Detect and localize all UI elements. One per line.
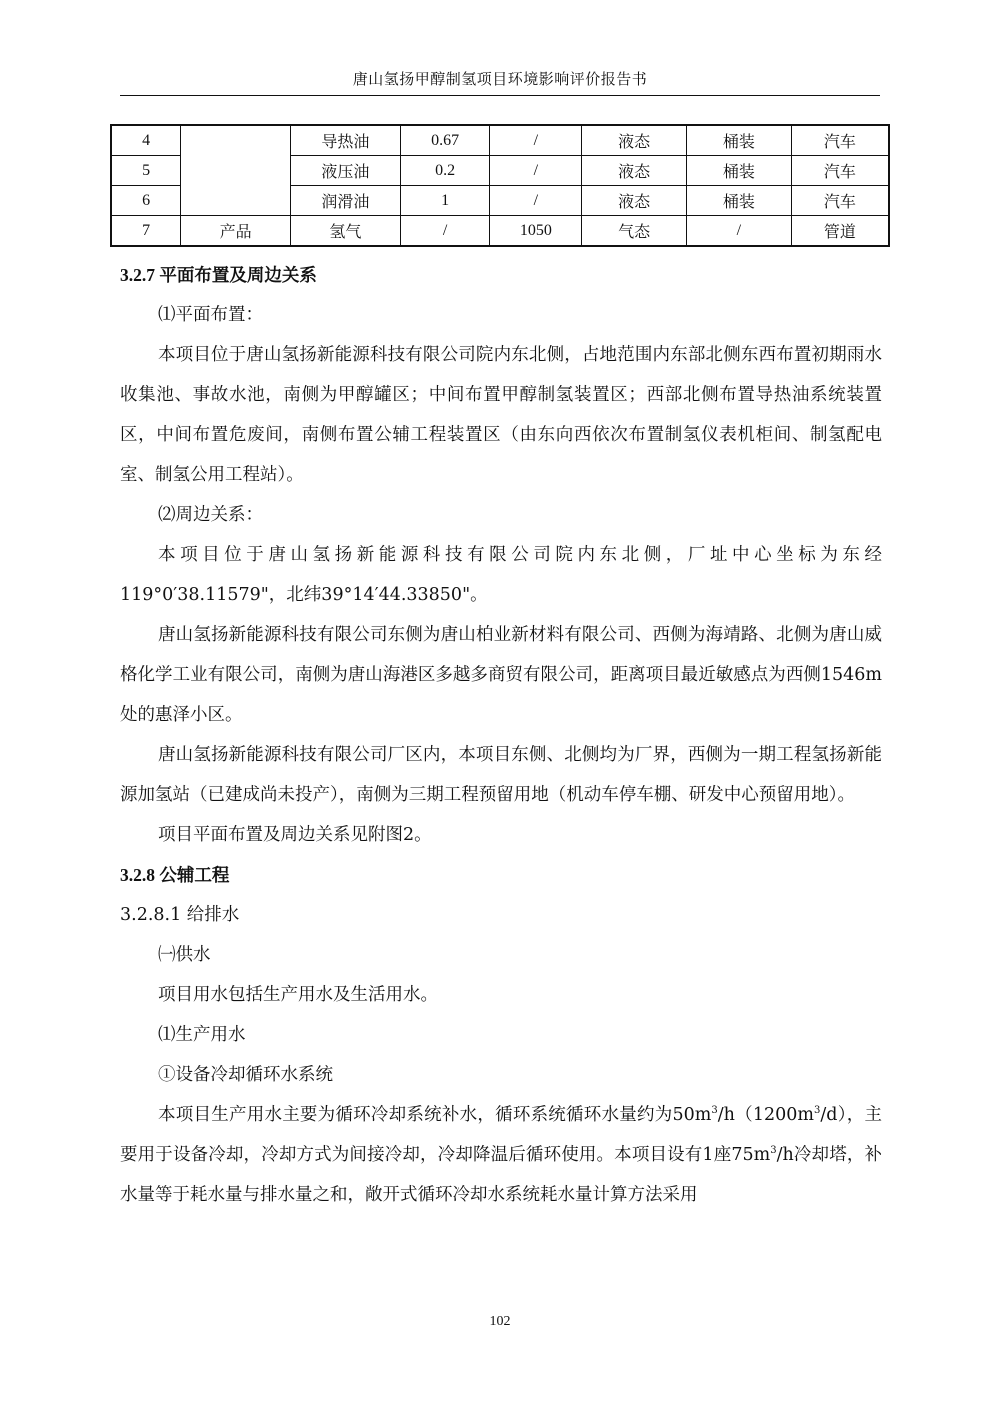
header-rule bbox=[120, 95, 880, 96]
amount-cell: 1 bbox=[400, 186, 490, 216]
paragraph-coordinates: 本项目位于唐山氢扬新能源科技有限公司院内东北侧，厂址中心坐标为东经119°0′38.11579"，北纬39°14′44.33850"。 bbox=[120, 545, 882, 605]
page-body bbox=[120, 255, 882, 1215]
paragraph-layout: 本项目位于唐山氢扬新能源科技有限公司院内东北侧，占地范围内东部北侧东西布置初期雨水收集池、事故水池，南侧为甲醇罐区；中间布置甲醇制氢装置区；西部北侧布置导热油系统装置区，中间布置危废间，南侧布置公辅工程装置区（由东向西依次布置制氢仪表机柜间、制氢配电室、制氢公用工程站）。 bbox=[120, 345, 882, 485]
paragraph-plant-boundaries: 唐山氢扬新能源科技有限公司厂区内，本项目东侧、北侧均为厂界，西侧为一期工程氢扬新能源加氢站（已建成尚未投产），南侧为三期工程预留用地（机动车停车棚、研发中心预留用地）。 bbox=[120, 745, 882, 805]
material-name: 导热油 bbox=[290, 125, 400, 156]
row-number: 5 bbox=[111, 156, 181, 186]
material-name: 液压油 bbox=[290, 156, 400, 186]
material-name: 润滑油 bbox=[290, 186, 400, 216]
amount2-cell: 1050 bbox=[490, 216, 582, 247]
row-number: 6 bbox=[111, 186, 181, 216]
materials-table bbox=[110, 124, 890, 247]
item-water-supply: ㈠供水 bbox=[158, 945, 211, 965]
paragraph-cooling-water: 本项目生产用水主要为循环冷却系统补水，循环系统循环水量约为$50m^3/h(1200m^3/d)$，主要用于设备冷却，冷却方式为间接冷却，冷却降温后循环使用。本项目设有1座$75m^3/h$冷却塔，补水量等于耗水量与排水量之和，敞开式循环冷却水系统耗水量计算方法采用 bbox=[120, 1105, 882, 1205]
packaging-cell: 桶装 bbox=[686, 156, 791, 186]
row-number: 7 bbox=[111, 216, 181, 247]
row-number: 4 bbox=[111, 125, 181, 156]
packaging-cell: / bbox=[686, 216, 791, 247]
transport-cell: 汽车 bbox=[791, 125, 889, 156]
material-name: 氢气 bbox=[290, 216, 400, 247]
paragraph-neighbors: 唐山氢扬新能源科技有限公司东侧为唐山柏业新材料有限公司、西侧为海靖路、北侧为唐山威格化学工业有限公司，南侧为唐山海港区多越多商贸有限公司，距离项目最近敏感点为西侧1546m处的惠泽小区。 bbox=[120, 625, 882, 725]
amount-cell: 0.67 bbox=[400, 125, 490, 156]
amount2-cell: / bbox=[490, 125, 582, 156]
section-heading-3-2-7: 3.2.7 平面布置及周边关系 bbox=[120, 265, 317, 285]
packaging-cell: 桶装 bbox=[686, 186, 791, 216]
transport-cell: 汽车 bbox=[791, 186, 889, 216]
amount2-cell: / bbox=[490, 156, 582, 186]
subsection-heading-3-2-8-1: 3.2.8.1 给排水 bbox=[120, 905, 240, 925]
packaging-cell: 桶装 bbox=[686, 125, 791, 156]
section-heading-3-2-8: 3.2.8 公辅工程 bbox=[120, 865, 230, 885]
paragraph-figure-ref: 项目平面布置及周边关系见附图2。 bbox=[158, 825, 432, 845]
category-cell bbox=[181, 125, 291, 216]
item-production-water: ⑴生产用水 bbox=[158, 1025, 246, 1045]
transport-cell: 汽车 bbox=[791, 156, 889, 186]
paragraph-water-use: 项目用水包括生产用水及生活用水。 bbox=[158, 985, 438, 1005]
item-cooling-system: ①设备冷却循环水系统 bbox=[158, 1065, 333, 1085]
amount2-cell: / bbox=[490, 186, 582, 216]
table-row bbox=[111, 216, 889, 247]
page-number: 102 bbox=[489, 1314, 511, 1329]
state-cell: 液态 bbox=[582, 156, 687, 186]
table-row bbox=[111, 125, 889, 156]
item-layout-label: ⑴平面布置： bbox=[158, 305, 263, 325]
amount-cell: / bbox=[400, 216, 490, 247]
state-cell: 液态 bbox=[582, 125, 687, 156]
running-header: 唐山氢扬甲醇制氢项目环境影响评价报告书 bbox=[352, 70, 648, 88]
state-cell: 气态 bbox=[582, 216, 687, 247]
category-cell: 产品 bbox=[181, 216, 291, 247]
item-surroundings-label: ⑵周边关系： bbox=[158, 505, 263, 525]
state-cell: 液态 bbox=[582, 186, 687, 216]
amount-cell: 0.2 bbox=[400, 156, 490, 186]
transport-cell: 管道 bbox=[791, 216, 889, 247]
